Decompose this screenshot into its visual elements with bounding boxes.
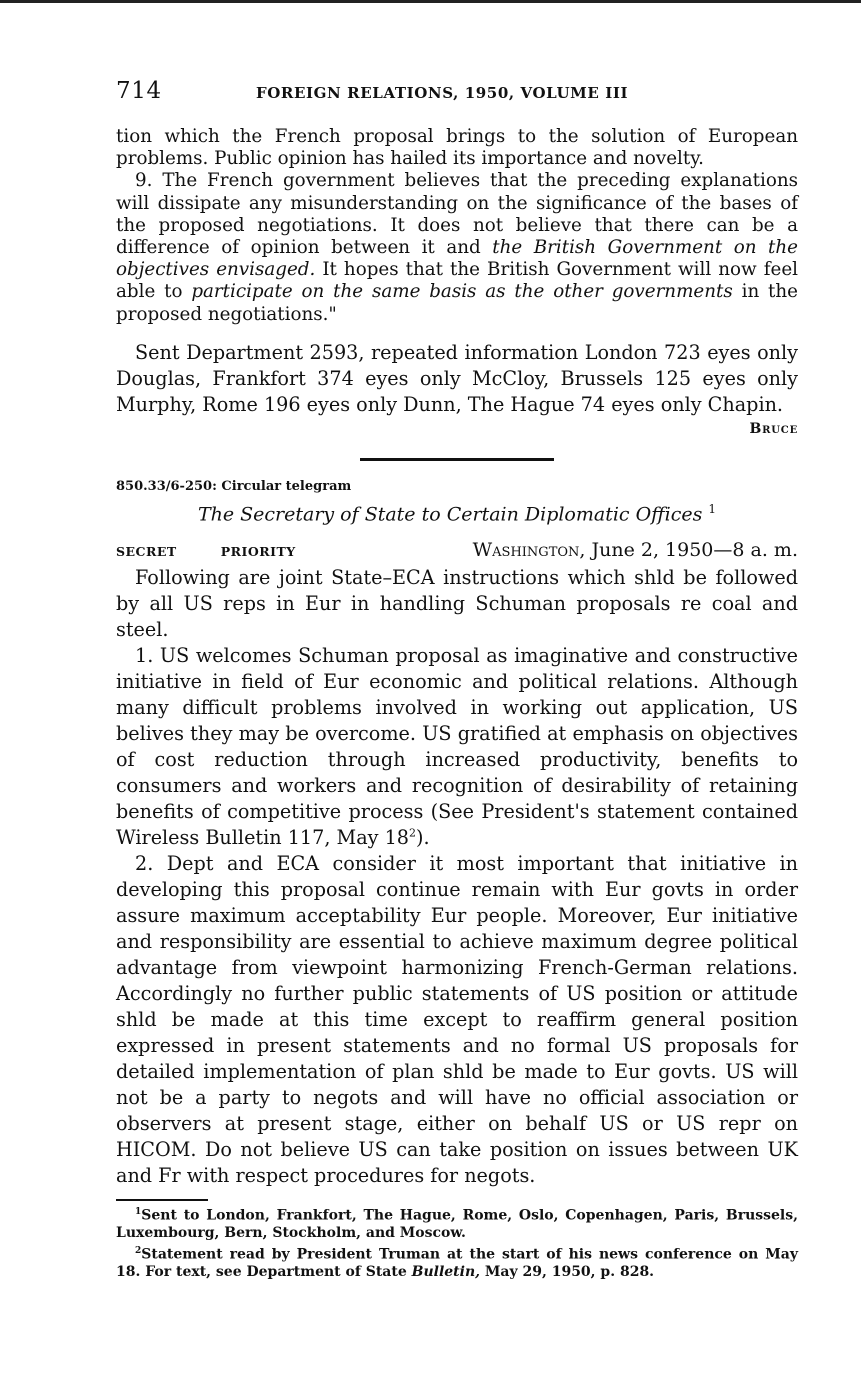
telegram-header — [116, 539, 798, 561]
classification-block — [116, 541, 340, 560]
footnote-rule — [116, 1199, 208, 1201]
footnotes — [116, 1204, 798, 1281]
paragraph-9-italic-1: the British Government on the objectives envisaged. — [116, 237, 798, 281]
running-head-title: FOREIGN RELATIONS, 1950, VOLUME III — [256, 84, 629, 102]
footnote-1-text: Sent to London, Frankfort, The Hague, Rome, Oslo, Copenhagen, Paris, Brussels, Luxembourg, Bern, Stockholm, and Moscow. — [116, 1207, 798, 1242]
classification-priority: PRIORITY — [220, 544, 296, 560]
document-reference: 850.33/6-250: Circular telegram — [116, 478, 352, 494]
footnote-1 — [116, 1204, 798, 1243]
paragraph-9-italic-2: participate on the same basis as the other governments — [191, 281, 733, 303]
document-title-text: The Secretary of State to Certain Diplomatic Offices — [197, 503, 703, 526]
footnote-2 — [116, 1243, 798, 1282]
paragraph-1 — [116, 643, 798, 851]
running-head — [116, 78, 798, 104]
section-separator — [360, 458, 554, 461]
intro-paragraph: Following are joint State–ECA instructions which shld be followed by all US reps in Eur in handling Schuman proposals re coal and steel. — [116, 566, 798, 642]
paragraph-9-text-1: 9. The French government believes that the preceding explanations will dissipate any misunderstanding on the significance of the bases of the proposed negotiations. It does not believe that there can be a difference of opinion between it and — [116, 170, 798, 259]
dateline-place: Washington, — [472, 539, 586, 562]
footnote-2-mark: 2 — [135, 1245, 142, 1256]
top-border-rule — [0, 0, 861, 3]
paragraph-9-text-3: in the proposed negotiations." — [116, 281, 798, 325]
footnote-ref-1: 1 — [708, 501, 717, 516]
paragraph-1-text: 1. US welcomes Schuman proposal as imaginative and constructive initiative in field of Eur economic and political relations. Although many difficult problems involved in working out application, US belives they may be overcome. US gratified at emphasis on objectives of cost reduction through increased productivity, benefits to consumers and workers and recognition of desirability of retaining benefits of competitive process (See President's statement contained Wireless Bulletin 117, May 18 — [116, 644, 798, 850]
classification-secret: SECRET — [116, 544, 177, 560]
signature-bruce: Bruce — [749, 420, 798, 437]
document-title — [116, 502, 798, 525]
footnote-ref-2: 2 — [408, 826, 416, 840]
paragraph-9 — [116, 170, 798, 325]
footnote-2-text-1: Statement read by President Truman at the start of his news conference on May 18. For text, see Department of State — [116, 1246, 798, 1280]
paragraph-1-end: ). — [415, 826, 430, 850]
transmission-note: Sent Department 2593, repeated information London 723 eyes only Douglas, Frankfort 374 eyes only McCloy, Brussels 125 eyes only Murphy, Rome 196 eyes only Dunn, The Hague 74 eyes only Chapin. — [116, 340, 798, 416]
footnote-2-italic: Bulletin, — [411, 1263, 481, 1280]
footnote-1-mark: 1 — [135, 1207, 142, 1218]
document-page — [116, 78, 798, 1281]
footnote-2-text-2: May 29, 1950, p. 828. — [480, 1263, 655, 1280]
dateline — [473, 539, 798, 561]
paragraph-2: 2. Dept and ECA consider it most important that initiative in developing this proposal continue remain with Eur govts in order assure maximum acceptability Eur people. Moreover, Eur initiative and responsibility are essential to achieve maximum degree political advantage from viewpoint harmonizing French-German relations. Accordingly no further public statements of US position or attitude shld be made at this time except to reaffirm general position expressed in present statements and no formal US proposals for detailed implementation of plan shld be made to Eur govts. US will not be a party to negots and will have no official association or observers at present stage, either on behalf US or US repr on HICOM. Do not believe US can take position on issues between UK and Fr with respect procedures for negots. — [116, 852, 798, 1188]
continued-paragraph: tion which the French proposal brings to the solution of European problems. Public opinion has hailed its importance and novelty. — [116, 126, 798, 170]
dateline-date: June 2, 1950—8 a. m. — [591, 539, 798, 562]
paragraph-9-text-2: It hopes that the British Government will now feel able to — [116, 259, 798, 303]
page-number: 714 — [116, 78, 162, 104]
